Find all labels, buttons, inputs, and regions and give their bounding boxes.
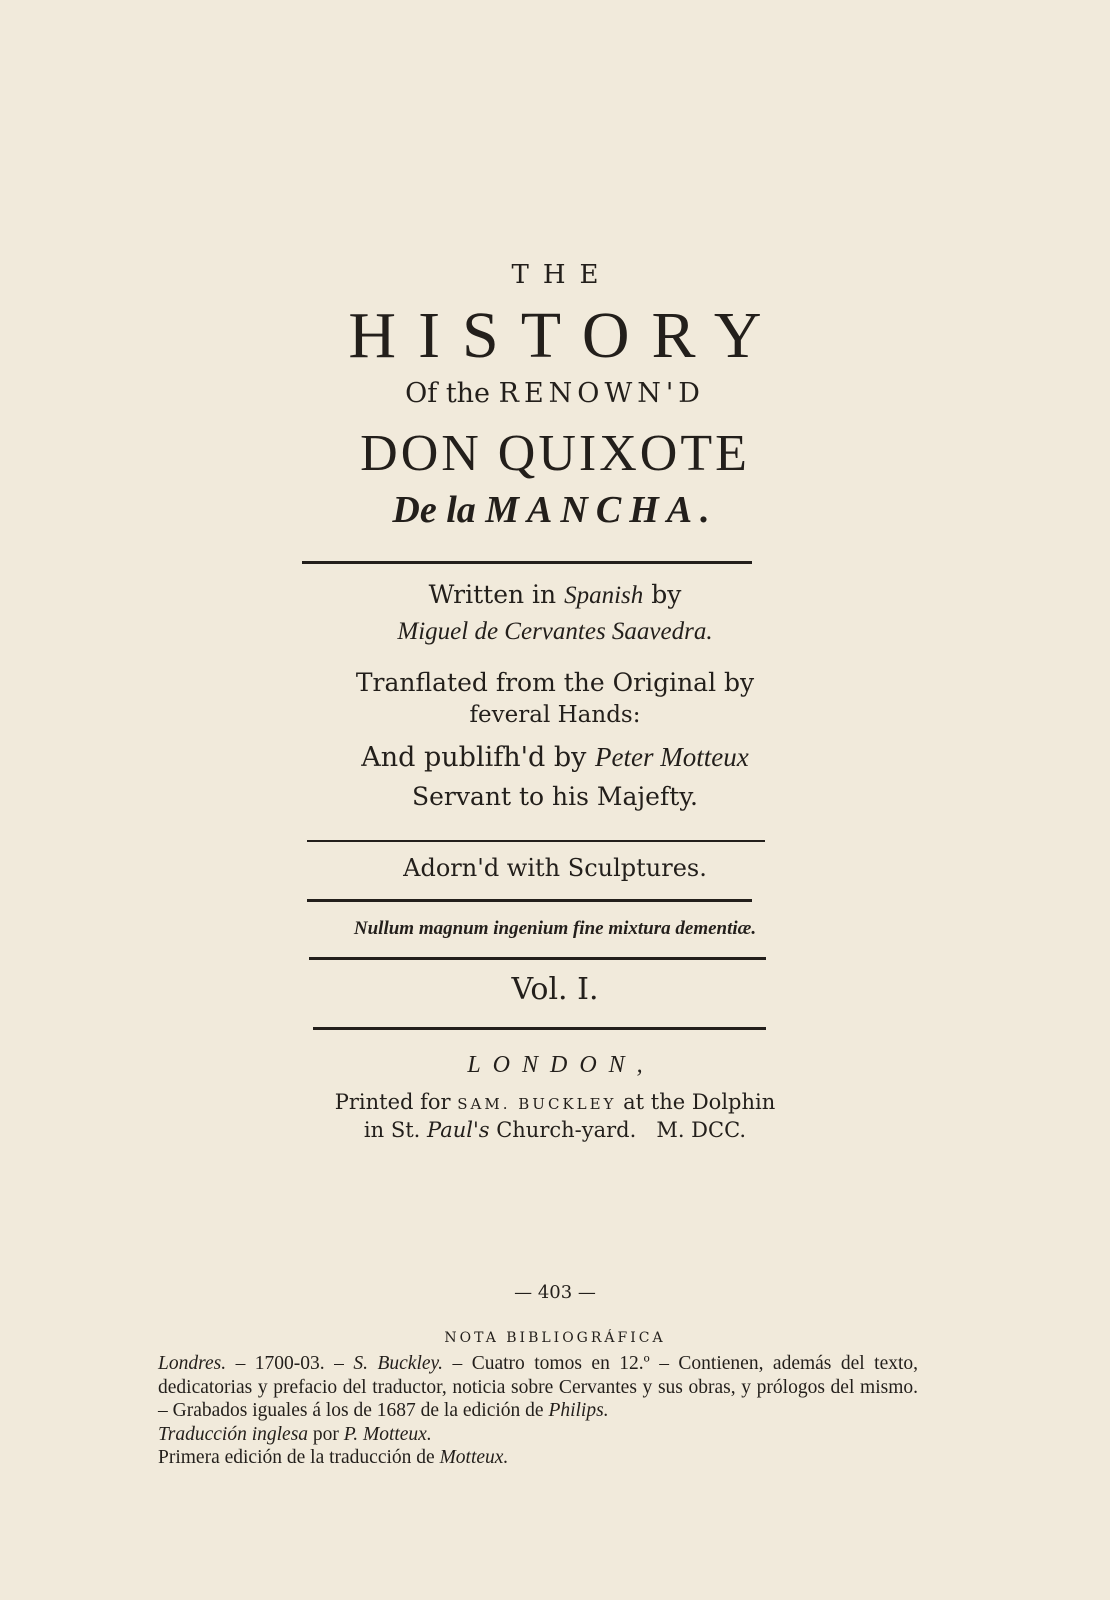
title-renownd-line: [0, 378, 1110, 409]
note-paragraph: [158, 1352, 918, 1423]
spanish-text: Spanish: [564, 582, 644, 609]
note-first-edition-text: Primera edición de la traducción de: [158, 1447, 435, 1468]
note-translator: P. Motteux.: [343, 1423, 432, 1445]
in-st-text: in St.: [363, 1118, 421, 1142]
adorned-line: Adorn'd with Sculptures.: [403, 854, 707, 882]
translated-line: Tranflated from the Original by: [355, 668, 755, 697]
written-line: [0, 580, 1110, 610]
note-translation: [158, 1423, 918, 1447]
of-the-text: Of the: [405, 378, 491, 409]
mancha-text: MANCHA.: [485, 489, 718, 531]
volume-label: Vol. I.: [511, 972, 599, 1007]
church-yard-text: Church-yard.: [496, 1118, 637, 1142]
written-in-text: Written in: [428, 580, 557, 609]
title-don-quixote: DON QUIXOTE: [360, 425, 750, 482]
note-first-edition-name: Motteux.: [439, 1447, 509, 1468]
bibliographic-note: [158, 1352, 918, 1470]
several-hands-line: feveral Hands:: [469, 702, 641, 728]
page-number: — 403 —: [514, 1282, 596, 1303]
imprint-city: LONDON,: [467, 1052, 655, 1078]
note-translation-label: Traducción inglesa: [158, 1423, 309, 1445]
nota-heading: NOTA BIBLIOGRÁFICA: [444, 1330, 666, 1346]
note-philips: Philips.: [548, 1400, 609, 1421]
note-description: – Cuatro tomos en 12.º – Contienen, además del texto, dedicatorias y prefacio del traductor, noticia sobre Cervantes y sus obras, y prólogos del mismo. – Grabados iguales á los de 1687 de la edición de: [158, 1353, 919, 1421]
note-place: Londres.: [158, 1353, 227, 1374]
printed-for-text: Printed for: [334, 1090, 451, 1114]
published-line: [0, 742, 1110, 773]
imprint-printer-line: [0, 1090, 1110, 1114]
note-printer: S. Buckley.: [353, 1353, 443, 1374]
note-first-edition: [158, 1446, 918, 1470]
de-la-text: De la: [392, 489, 476, 531]
title-mancha-line: [0, 488, 1110, 532]
title-the: THE: [511, 260, 613, 290]
divider-rule: [309, 957, 766, 960]
dolphin-text: at the Dolphin: [623, 1090, 776, 1114]
renownd-text: RENOWN'D: [498, 378, 705, 409]
by-text: by: [651, 580, 682, 609]
note-por: por: [312, 1423, 339, 1445]
latin-motto: Nullum magnum ingenium fine mixtura dementiæ.: [353, 918, 757, 939]
publisher-name: Peter Motteux: [595, 742, 749, 772]
divider-rule: [307, 840, 765, 842]
divider-rule: [313, 1027, 766, 1030]
imprint-location-line: [0, 1118, 1110, 1142]
published-by-text: And publifh'd by: [361, 742, 587, 773]
title-history: HISTORY: [348, 299, 784, 372]
servant-line: Servant to his Majefty.: [411, 782, 698, 811]
author-line: Miguel de Cervantes Saavedra.: [397, 618, 713, 645]
divider-rule: [302, 561, 752, 564]
note-dates: – 1700-03. –: [235, 1353, 344, 1374]
divider-rule: [307, 899, 752, 902]
imprint-year: M. DCC.: [656, 1118, 747, 1142]
pauls-text: Paul's: [427, 1118, 490, 1142]
printer-name: SAM. BUCKLEY: [457, 1095, 617, 1113]
